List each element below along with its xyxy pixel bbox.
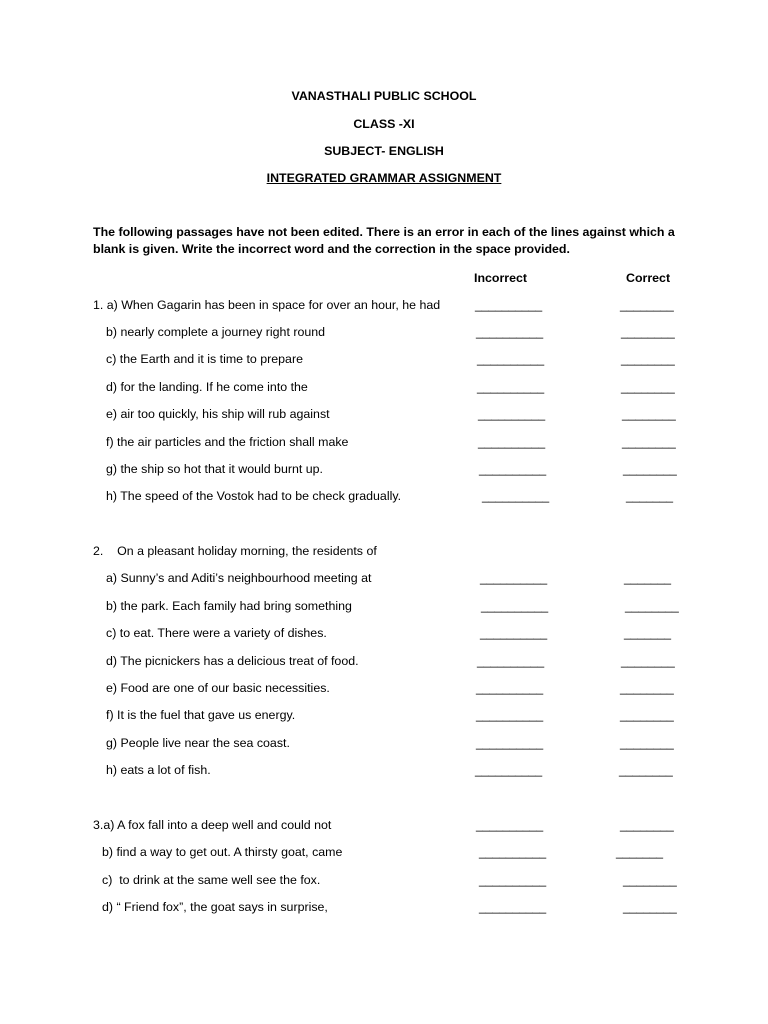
passage-intro: 2. On a pleasant holiday morning, the residents of: [93, 544, 377, 558]
incorrect-blank[interactable]: __________: [478, 435, 545, 449]
correct-blank[interactable]: ________: [621, 325, 675, 339]
passage-line: b) nearly complete a journey right round: [106, 325, 326, 339]
correct-blank[interactable]: ________: [620, 298, 674, 312]
incorrect-blank[interactable]: __________: [481, 599, 548, 613]
correct-blank[interactable]: ________: [619, 763, 673, 777]
incorrect-blank[interactable]: __________: [479, 462, 546, 476]
column-header-incorrect: Incorrect: [474, 271, 528, 285]
correct-blank[interactable]: ________: [620, 681, 674, 695]
instructions: The following passages have not been edited. There is an error in each of the lines against which a blank is given. Write the incorrect word and the correction in the space provided.: [93, 225, 675, 256]
correct-blank[interactable]: ________: [620, 818, 674, 832]
assignment-title: INTEGRATED GRAMMAR ASSIGNMENT: [266, 171, 502, 185]
passage-line: h) eats a lot of fish.: [106, 763, 211, 777]
correct-blank[interactable]: ________: [623, 873, 677, 887]
incorrect-blank[interactable]: __________: [479, 900, 546, 914]
correct-blank[interactable]: ________: [623, 900, 677, 914]
passage-line: b) the park. Each family had bring something: [106, 599, 352, 613]
passage-line: g) the ship so hot that it would burnt up.: [106, 462, 323, 476]
passage-line: c) to eat. There were a variety of dishes.: [106, 626, 327, 640]
incorrect-blank[interactable]: __________: [478, 407, 545, 421]
column-header-correct: Correct: [626, 271, 671, 285]
passage-line: 3.a) A fox fall into a deep well and could not: [93, 818, 332, 832]
correct-blank[interactable]: ________: [620, 736, 674, 750]
passage-line: e) air too quickly, his ship will rub against: [106, 407, 330, 421]
incorrect-blank[interactable]: __________: [476, 818, 543, 832]
incorrect-blank[interactable]: __________: [477, 654, 544, 668]
passage-line: b) find a way to get out. A thirsty goat, came: [102, 845, 343, 859]
passage-line: d) The picnickers has a delicious treat of food.: [106, 654, 359, 668]
correct-blank[interactable]: ________: [621, 380, 675, 394]
passage-line: d) “ Friend fox”, the goat says in surprise,: [102, 900, 328, 914]
correct-blank[interactable]: _______: [626, 489, 673, 503]
correct-blank[interactable]: ________: [621, 352, 675, 366]
passage-line: g) People live near the sea coast.: [106, 736, 290, 750]
passage-line: a) Sunny’s and Aditi’s neighbourhood meeting at: [106, 571, 372, 585]
correct-blank[interactable]: _______: [624, 626, 671, 640]
incorrect-blank[interactable]: __________: [477, 352, 544, 366]
correct-blank[interactable]: ________: [622, 435, 676, 449]
incorrect-blank[interactable]: __________: [476, 736, 543, 750]
passage-line: e) Food are one of our basic necessities.: [106, 681, 330, 695]
incorrect-blank[interactable]: __________: [475, 763, 542, 777]
correct-blank[interactable]: ________: [625, 599, 679, 613]
correct-blank[interactable]: ________: [623, 462, 677, 476]
passage-line: c) to drink at the same well see the fox.: [102, 873, 321, 887]
correct-blank[interactable]: ________: [620, 708, 674, 722]
subject-label: SUBJECT- ENGLISH: [324, 144, 444, 158]
school-name: VANASTHALI PUBLIC SCHOOL: [291, 89, 477, 103]
incorrect-blank[interactable]: __________: [479, 845, 546, 859]
incorrect-blank[interactable]: __________: [480, 571, 547, 585]
incorrect-blank[interactable]: __________: [480, 626, 547, 640]
correct-blank[interactable]: _______: [616, 845, 663, 859]
incorrect-blank[interactable]: __________: [476, 708, 543, 722]
passage-line: f) the air particles and the friction shall make: [106, 435, 349, 449]
incorrect-blank[interactable]: __________: [475, 298, 542, 312]
correct-blank[interactable]: ________: [621, 654, 675, 668]
incorrect-blank[interactable]: __________: [482, 489, 549, 503]
passage-line: h) The speed of the Vostok had to be check gradually.: [106, 489, 402, 503]
incorrect-blank[interactable]: __________: [476, 325, 543, 339]
passage-line: c) the Earth and it is time to prepare: [106, 352, 303, 366]
correct-blank[interactable]: _______: [624, 571, 671, 585]
passage-line: 1. a) When Gagarin has been in space for over an hour, he had: [93, 298, 441, 312]
class-label: CLASS -XI: [353, 117, 415, 131]
passage-line: d) for the landing. If he come into the: [106, 380, 308, 394]
correct-blank[interactable]: ________: [622, 407, 676, 421]
incorrect-blank[interactable]: __________: [477, 380, 544, 394]
passage-line: f) It is the fuel that gave us energy.: [106, 708, 296, 722]
incorrect-blank[interactable]: __________: [479, 873, 546, 887]
incorrect-blank[interactable]: __________: [476, 681, 543, 695]
